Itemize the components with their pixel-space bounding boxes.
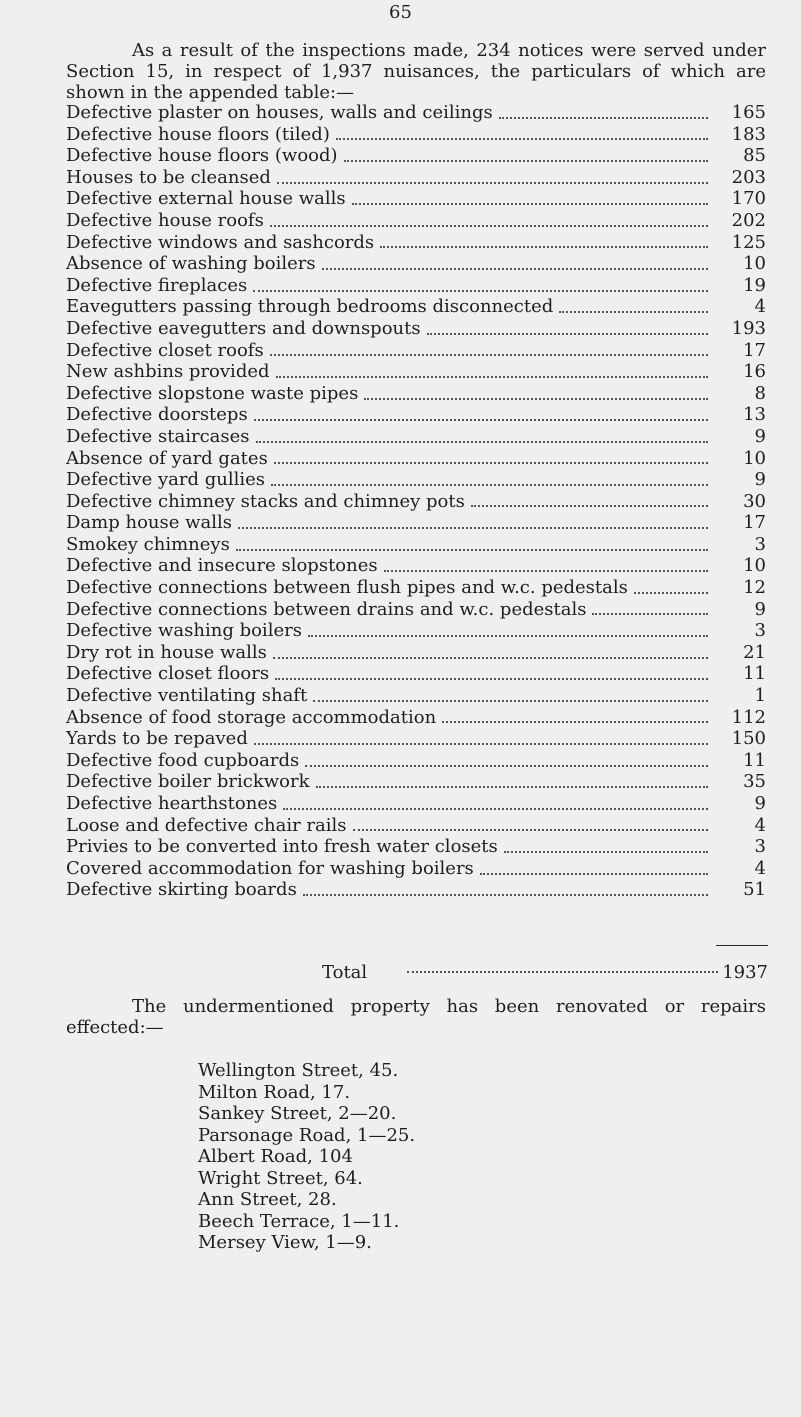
leader-dots (559, 311, 708, 313)
table-row (66, 469, 766, 491)
item-label: Defective doorsteps (66, 404, 248, 426)
leader-dots (238, 527, 708, 529)
leader-dots (270, 225, 708, 227)
leader-dots (270, 354, 708, 356)
table-row (66, 534, 766, 556)
table-row (66, 599, 766, 621)
table-row (66, 383, 766, 405)
item-count: 9 (754, 425, 766, 447)
leader-dots (322, 268, 708, 270)
leader-dots (303, 894, 708, 896)
item-count: 19 (743, 274, 766, 296)
leader-dots (253, 290, 708, 292)
item-count: 16 (743, 361, 766, 383)
item-count: 3 (754, 836, 766, 858)
item-label: Dry rot in house walls (66, 641, 267, 663)
item-label: Defective fireplaces (66, 274, 248, 296)
intro-paragraph: As a result of the inspections made, 234 notices were served under Section 15, in respect of 1,937 nuisances, the particulars of which are shown in the appended table:— (66, 40, 766, 103)
item-count: 30 (743, 490, 766, 512)
table-row (66, 750, 766, 772)
leader-dots (277, 182, 708, 184)
page-number: 65 (389, 2, 412, 23)
table-row (66, 577, 766, 599)
item-count: 4 (754, 857, 766, 879)
leader-dots (344, 160, 708, 162)
property-list (198, 1060, 415, 1254)
table-row (66, 512, 766, 534)
leader-dots (256, 441, 708, 443)
item-count: 10 (743, 555, 766, 577)
table-row (66, 102, 766, 124)
item-count: 193 (731, 317, 766, 339)
leader-dots (305, 765, 708, 767)
total-row (322, 962, 768, 983)
table-row (66, 642, 766, 664)
item-count: 9 (754, 469, 766, 491)
item-label: Defective yard gullies (66, 469, 266, 491)
item-count: 203 (731, 166, 766, 188)
leader-dots (353, 829, 709, 831)
leader-dots (273, 657, 708, 659)
leader-dots (384, 570, 708, 572)
list-item: Milton Road, 17. (198, 1081, 351, 1103)
item-label: Defective chimney stacks and chimney pots (66, 490, 465, 512)
leader-dots (634, 592, 708, 594)
leader-dots (308, 635, 708, 637)
item-label: Absence of yard gates (66, 447, 268, 469)
leader-dots (504, 851, 708, 853)
leader-dots (471, 505, 708, 507)
table-row (66, 620, 766, 642)
table-row (66, 124, 766, 146)
item-count: 202 (731, 209, 766, 231)
list-item: Beech Terrace, 1—11. (198, 1210, 400, 1232)
leader-dots (442, 721, 708, 723)
item-label: Defective closet floors (66, 663, 270, 685)
leader-dots (316, 786, 709, 788)
item-label: Covered accommodation for washing boilers (66, 857, 474, 879)
leader-dots (499, 117, 708, 119)
item-label: Defective ventilating shaft (66, 685, 308, 707)
item-label: Defective staircases (66, 425, 250, 447)
item-count: 3 (754, 620, 766, 642)
item-label: Defective food cupboards (66, 749, 300, 771)
leader-dots (236, 549, 708, 551)
total-rule (716, 945, 768, 946)
item-count: 51 (743, 879, 766, 901)
item-label: Defective hearthstones (66, 793, 278, 814)
table-row (66, 210, 766, 232)
item-label: Defective skirting boards (66, 879, 297, 901)
item-count: 1 (754, 685, 766, 707)
table-row (66, 685, 766, 707)
item-count: 183 (731, 123, 766, 145)
table-row (66, 448, 766, 470)
table-row (66, 707, 766, 729)
item-count: 170 (731, 188, 766, 210)
item-label: Defective eavegutters and downspouts (66, 317, 421, 339)
table-row (66, 815, 766, 837)
leader-dots (283, 808, 708, 810)
leader-dots (254, 419, 708, 421)
item-count: 13 (743, 404, 766, 426)
list-item: Mersey View, 1—9. (198, 1232, 372, 1253)
list-item: Parsonage Road, 1—25. (198, 1124, 416, 1146)
leader-dots (254, 743, 708, 745)
item-count: 11 (743, 663, 766, 685)
leader-dots (427, 333, 708, 335)
item-count: 85 (743, 145, 766, 167)
item-label: Absence of washing boilers (66, 253, 316, 275)
table-row (66, 836, 766, 858)
item-count: 9 (754, 793, 766, 814)
table-row (66, 771, 766, 793)
leader-dots (313, 700, 708, 702)
leader-dots (275, 678, 708, 680)
item-count: 10 (743, 253, 766, 275)
table-row (66, 879, 766, 901)
item-label: Damp house walls (66, 512, 232, 534)
item-count: 4 (754, 814, 766, 836)
item-label: Defective closet roofs (66, 339, 264, 361)
item-count: 10 (743, 447, 766, 469)
item-count: 112 (731, 706, 766, 728)
item-label: Defective house floors (tiled) (66, 123, 330, 145)
item-count: 4 (754, 296, 766, 318)
list-item: Ann Street, 28. (198, 1189, 337, 1210)
item-label: New ashbins provided (66, 361, 270, 383)
table-row (66, 663, 766, 685)
item-count: 21 (743, 641, 766, 663)
item-count: 12 (743, 577, 766, 599)
item-label: Smokey chimneys (66, 533, 230, 555)
table-row (66, 491, 766, 513)
table-row (66, 793, 766, 815)
item-label: Defective slopstone waste pipes (66, 382, 359, 404)
table-row (66, 858, 766, 880)
table-row (66, 296, 766, 318)
item-count: 3 (754, 533, 766, 555)
list-item: Wright Street, 64. (198, 1167, 363, 1189)
table-row (66, 167, 766, 189)
table-row (66, 340, 766, 362)
item-label: Defective boiler brickwork (66, 771, 310, 793)
item-label: Defective plaster on houses, walls and ceilings (66, 102, 493, 123)
item-label: Defective and insecure slopstones (66, 555, 378, 577)
item-count: 9 (754, 598, 766, 620)
outro-paragraph: The undermentioned property has been renovated or repairs effected:— (66, 996, 766, 1038)
leader-dots (592, 613, 708, 615)
table-row (66, 555, 766, 577)
list-item: Wellington Street, 45. (198, 1060, 399, 1081)
item-label: Eavegutters passing through bedrooms disconnected (66, 296, 554, 318)
leader-dots (364, 398, 708, 400)
item-count: 150 (731, 728, 766, 750)
total-label: Total (322, 962, 368, 983)
item-label: Defective connections between flush pipes and w.c. pedestals (66, 577, 628, 599)
table-row (66, 145, 766, 167)
item-label: Defective house floors (wood) (66, 145, 338, 167)
item-label: Defective washing boilers (66, 620, 302, 642)
table-row (66, 728, 766, 750)
item-count: 17 (743, 512, 766, 534)
nuisances-table (66, 102, 766, 901)
item-label: Defective external house walls (66, 188, 346, 210)
leader-dots (336, 138, 708, 140)
item-count: 125 (731, 231, 766, 253)
item-count: 165 (731, 102, 766, 123)
item-count: 8 (754, 382, 766, 404)
table-row (66, 275, 766, 297)
list-item: Albert Road, 104 (198, 1146, 353, 1167)
leader-dots (274, 462, 708, 464)
item-label: Defective connections between drains and w.c. pedestals (66, 598, 587, 620)
total-value: 1937 (722, 962, 768, 983)
item-count: 11 (743, 749, 766, 771)
item-label: Privies to be converted into fresh water closets (66, 836, 498, 858)
leader-dots (407, 971, 718, 973)
table-row (66, 232, 766, 254)
leader-dots (271, 484, 708, 486)
item-label: Defective windows and sashcords (66, 231, 375, 253)
list-item: Sankey Street, 2—20. (198, 1103, 397, 1124)
leader-dots (480, 873, 708, 875)
table-row (66, 404, 766, 426)
leader-dots (380, 246, 708, 248)
table-row (66, 318, 766, 340)
table-row (66, 253, 766, 275)
item-label: Houses to be cleansed (66, 166, 271, 188)
item-label: Yards to be repaved (66, 728, 248, 750)
leader-dots (352, 203, 708, 205)
item-count: 17 (743, 339, 766, 361)
table-row (66, 426, 766, 448)
item-label: Loose and defective chair rails (66, 814, 347, 836)
table-row (66, 361, 766, 383)
item-label: Defective house roofs (66, 209, 264, 231)
table-row (66, 188, 766, 210)
leader-dots (276, 376, 708, 378)
item-label: Absence of food storage accommodation (66, 706, 437, 728)
item-count: 35 (743, 771, 766, 793)
